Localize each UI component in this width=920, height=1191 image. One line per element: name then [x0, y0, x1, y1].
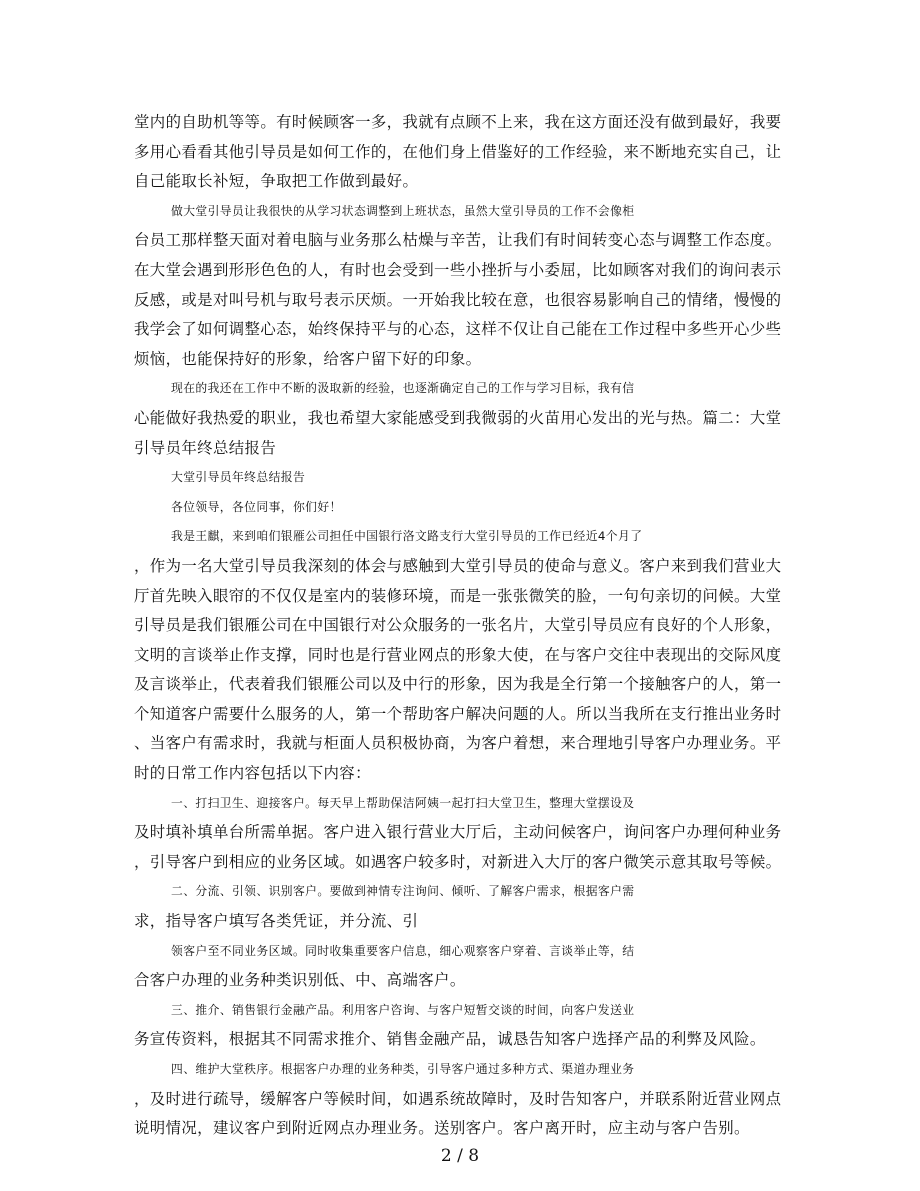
text-line: 多用心看看其他引导员是如何工作的，在他们身上借鉴好的工作经验，来不断地充实自己，让: [134, 142, 782, 161]
text-line: 四、维护大堂秩序。根据客户办理的业务种类，引导客户通过多种方式、渠道办理业务: [171, 1062, 635, 1076]
text-line: 领客户至不同业务区域。同时收集重要客户信息，细心观察客户穿着、言谈举止等，结: [171, 943, 635, 958]
text-line: 引导员是我们银雁公司在中国银行对公众服务的一张名片，大堂引导员应有良好的个人形象，: [134, 616, 782, 635]
text-line: 自己能取长补短，争取把工作做到最好。: [134, 172, 419, 191]
text-line: 及时填补填单台所需单据。客户进入银行营业大厅后，主动问候客户，询问客户办理何种业务: [134, 823, 782, 842]
text-line: 二、分流、引领、识别客户。要做到神情专注询问、倾听、了解客户需求，根据客户需: [171, 884, 635, 899]
text-line: 我是王麒，来到咱们银雁公司担任中国银行洛文路支行大堂引导员的工作已经近4个月了: [171, 529, 643, 544]
text-line: 文明的言谈举止作支撑，同时也是行营业网点的形象大使，在与客户交往中表现出的交际风度: [134, 645, 782, 664]
text-line: 反感，或是对叫号机与取号表示厌烦。一开始我比较在意，也很容易影响自己的情绪，慢慢的: [134, 290, 782, 309]
text-line: 说明情况，建议客户到附近网点办理业务。送别客户。客户离开时，应主动与客户告别。: [134, 1119, 750, 1138]
text-line: 务宣传资料，根据其不同需求推介、销售金融产品，诚恳告知客户选择产品的利弊及风险。: [134, 1030, 766, 1049]
text-line: 现在的我还在工作中不断的汲取新的经验，也逐渐确定自己的工作与学习目标，我有信: [171, 381, 635, 396]
text-line: ，作为一名大堂引导员我深刻的体会与感触到大堂引导员的使命与意义。客户来到我们营业大: [134, 556, 782, 575]
text-line: 大堂引导员年终总结报告: [171, 470, 306, 485]
text-line: 台员工那样整天面对着电脑与业务那么枯燥与辛苦，让我们有时间转变心态与调整工作态度。: [134, 231, 782, 250]
page-number: 2 / 8: [440, 1146, 480, 1166]
text-line: 、当客户有需求时，我就与柜面人员积极协商，为客户着想，来合理地引导客户办理业务。平: [134, 734, 782, 753]
body-text: [134, 108, 794, 1144]
text-line: 心能做好我热爱的职业，我也希望大家能感受到我微弱的火苗用心发出的光与热。篇二：大堂: [134, 408, 782, 427]
text-line: 引导员年终总结报告: [134, 438, 277, 457]
text-line: ，及时进行疏导，缓解客户等候时间，如遇系统故障时，及时告知客户，并联系附近营业网点: [134, 1089, 782, 1108]
text-line: 时的日常工作内容包括以下内容：: [134, 764, 371, 783]
text-line: 个知道客户需要什么服务的人，第一个帮助客户解决问题的人。所以当我所在支行推出业务时: [134, 704, 782, 723]
text-line: 三、推介、销售银行金融产品。利用客户咨询、与客户短暂交谈的时间，向客户发送业: [171, 1002, 635, 1017]
text-line: 求，指导客户填写各类凭证，并分流、引: [134, 912, 419, 931]
text-line: 各位领导，各位同事，你们好！: [171, 499, 342, 514]
text-line: 厅首先映入眼帘的不仅仅是室内的装修环境，而是一张张微笑的脸，一句句亲切的问候。大堂: [134, 586, 782, 605]
text-line: 我学会了如何调整心态，始终保持平与的心态，这样不仅让自己能在工作过程中多些开心少些: [134, 320, 782, 339]
text-line: ，引导客户到相应的业务区域。如遇客户较多时，对新进入大厅的客户微笑示意其取号等候。: [134, 852, 782, 871]
text-line: 在大堂会遇到形形色色的人，有时也会受到一些小挫折与小委屈，比如顾客对我们的询问表示: [134, 260, 782, 279]
text-line: 一、打扫卫生、迎接客户。每天早上帮助保洁阿姨一起打扫大堂卫生，整理大堂摆设及: [171, 795, 635, 810]
text-line: 堂内的自助机等等。有时候顾客一多，我就有点顾不上来，我在这方面还没有做到最好，我要: [134, 113, 782, 131]
text-line: 烦恼，也能保持好的形象，给客户留下好的印象。: [134, 349, 482, 368]
text-line: 及言谈举止，代表着我们银雁公司以及中行的形象，因为我是全行第一个接触客户的人，第一: [134, 675, 782, 694]
text-line: 合客户办理的业务种类识别低、中、高端客户。: [134, 971, 466, 990]
text-line: 做大堂引导员让我很快的从学习状态调整到上班状态，虽然大堂引导员的工作不会像柜: [171, 203, 635, 218]
